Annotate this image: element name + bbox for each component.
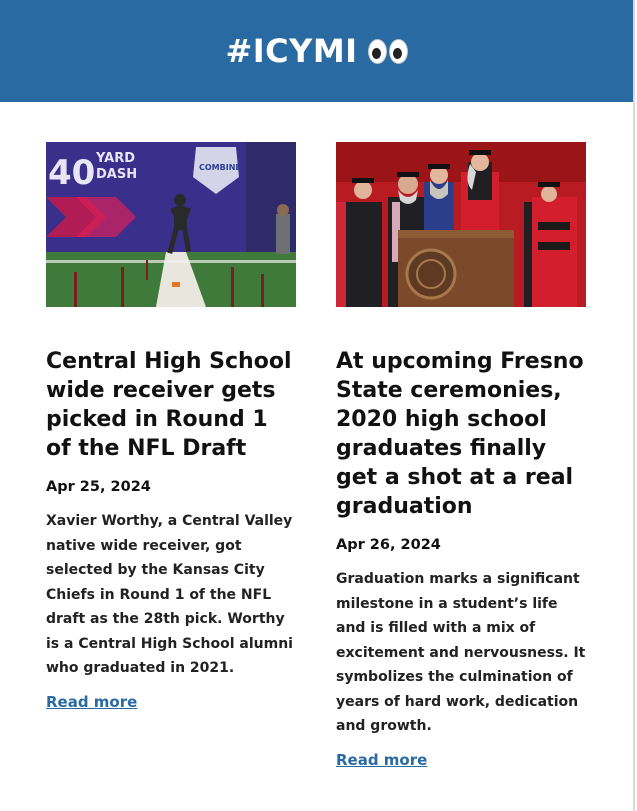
article-summary: Xavier Worthy, a Central Valley native wide receiver, got selected by the Kansas City Chiefs in Round 1 of the NFL draft as the 28th pick. Worthy is a Central High School alumni who graduated in 2021. (46, 513, 293, 676)
svg-text:COMBINE: COMBINE (199, 163, 241, 172)
article-date: Apr 25, 2024 (46, 479, 151, 495)
svg-text:40: 40 (48, 153, 96, 193)
svg-text:DASH: DASH (96, 167, 138, 182)
article-headline[interactable]: At upcoming Fresno State ceremonies, 2020 high school graduates finally get a shot at a real graduation (336, 349, 584, 519)
article-card (336, 142, 586, 769)
read-more-link[interactable]: Read more (46, 692, 138, 711)
article-card (46, 142, 296, 769)
banner-title: #ICYMI (225, 32, 358, 70)
football-combine-photo[interactable] (46, 142, 296, 307)
svg-text:YARD: YARD (96, 151, 136, 166)
article-summary: Graduation marks a significant milestone in a student’s life and is filled with a mix of excitement and nervousness. It symbolizes the culmination of years of hard work, dedication and growth. (336, 571, 586, 734)
icymi-banner (0, 0, 633, 102)
eyes-emoji-icon (368, 39, 408, 64)
article-headline[interactable]: Central High School wide receiver gets picked in Round 1 of the NFL Draft (46, 349, 292, 461)
article-date: Apr 26, 2024 (336, 537, 441, 553)
read-more-link[interactable]: Read more (336, 750, 428, 769)
graduation-ceremony-photo[interactable] (336, 142, 586, 307)
